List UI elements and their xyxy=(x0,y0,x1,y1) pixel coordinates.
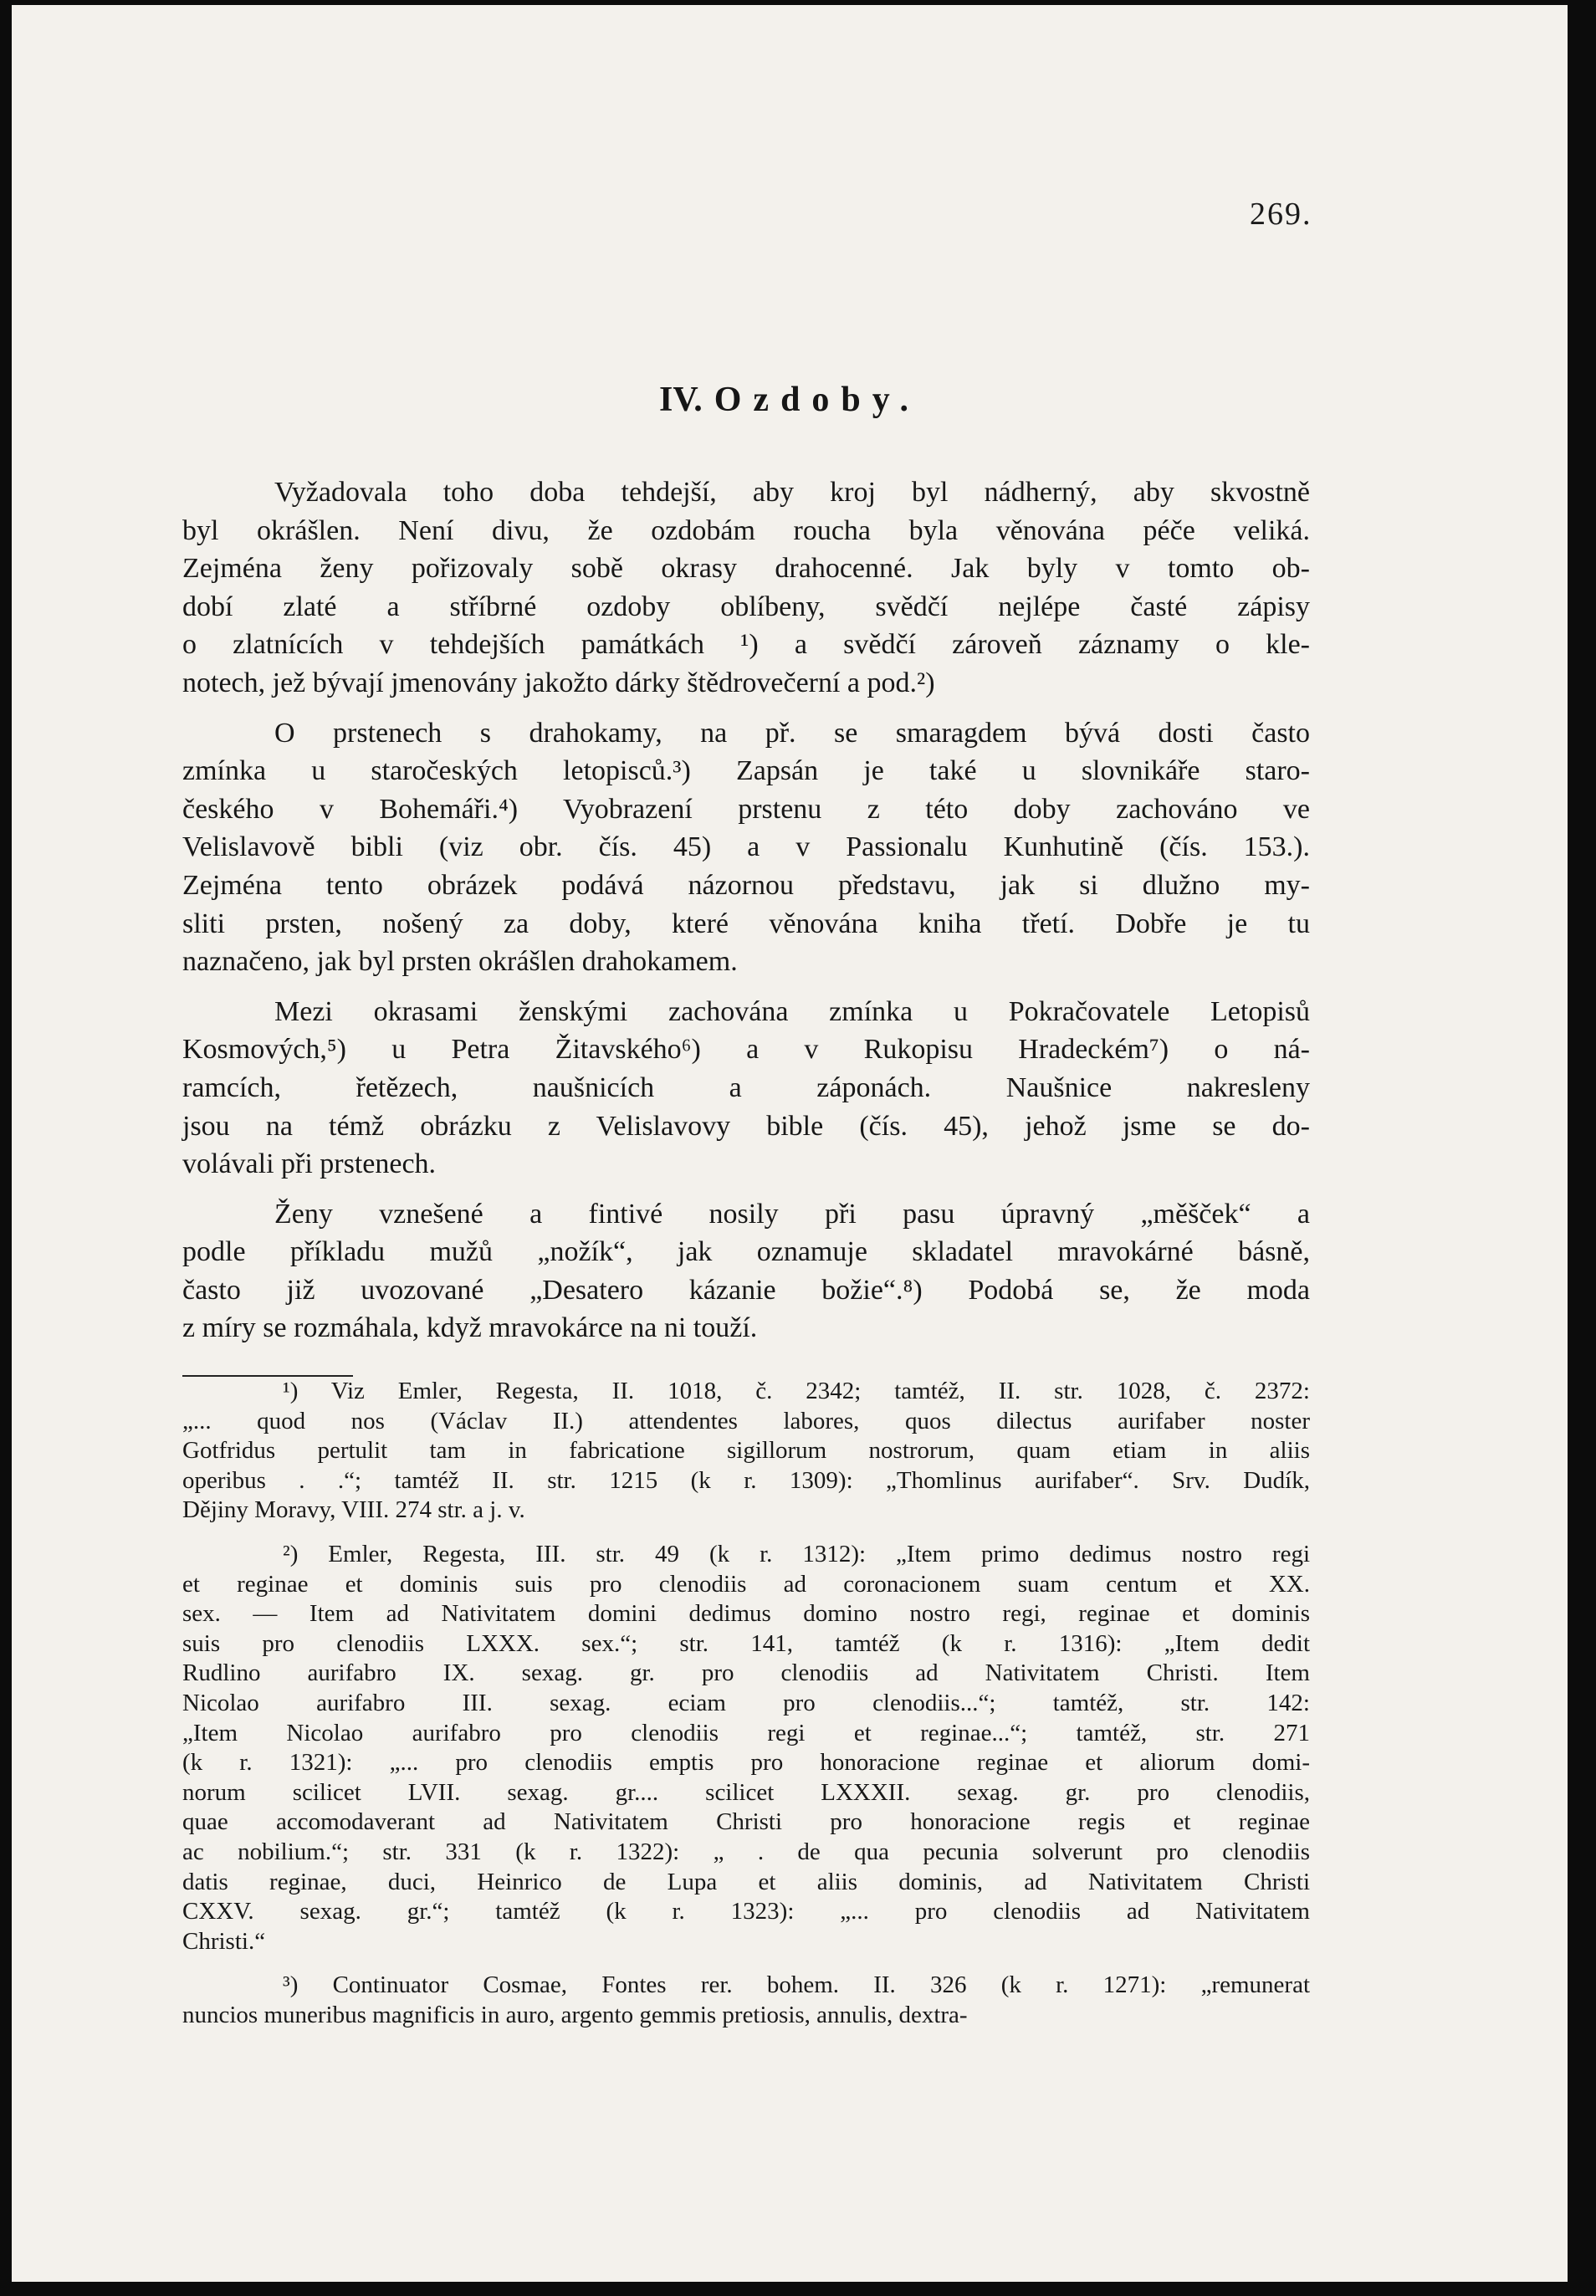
text-line: naznačeno, jak byl prsten okrášlen drahokamem. xyxy=(182,946,738,978)
spacer xyxy=(182,1526,1310,1540)
footnote-line: Gotfridus pertulit tam in fabricatione sigillorum nostrorum, quam etiam in aliis xyxy=(182,1437,1310,1465)
footnote-line: „Item Nicolao aurifabro pro clenodiis regi et reginae...“; tamtéž, str. 271 xyxy=(182,1719,1310,1746)
spacer xyxy=(182,981,1310,993)
footnote-line: Dějiny Moravy, VIII. 274 str. a j. v. xyxy=(182,1496,525,1524)
body-text xyxy=(182,473,1310,1347)
footnote-line: suis pro clenodiis LXXX. sex.“; str. 141, tamtéž (k r. 1316): „Item dedit xyxy=(182,1629,1310,1657)
chapter-title xyxy=(12,380,1568,420)
footnote-line: quae accomodaverant ad Nativitatem Christi pro honoracione regis et reginae xyxy=(182,1808,1310,1836)
text-line: Zejména ženy pořizovaly sobě okrasy drahocenné. Jak byly v tomto ob- xyxy=(182,553,1310,585)
footnote-line: ²) Emler, Regesta, III. str. 49 (k r. 1312): „Item primo dedimus nostro regi xyxy=(283,1540,1310,1567)
text-line: z míry se rozmáhala, když mravokárce na ni touží. xyxy=(182,1312,758,1344)
footnotes xyxy=(182,1377,1310,2030)
text-line: dobí zlaté a stříbrné ozdoby oblíbeny, svědčí nejlépe časté zápisy xyxy=(182,591,1310,622)
text-line: Velislavově bibli (viz obr. čís. 45) a v Passionalu Kunhutině (čís. 153.). xyxy=(182,831,1310,863)
footnote xyxy=(182,1377,1310,1526)
text-line: Vyžadovala toho doba tehdejší, aby kroj byl nádherný, aby skvostně xyxy=(274,477,1310,508)
paragraph xyxy=(182,1195,1310,1347)
footnote-line: CXXV. sexag. gr.“; tamtéž (k r. 1323): „... pro clenodiis ad Nativitatem xyxy=(182,1898,1310,1925)
footnote-line: Nicolao aurifabro III. sexag. eciam pro clenodiis...“; tamtéž, str. 142: xyxy=(182,1689,1310,1716)
footnote-line: norum scilicet LVII. sexag. gr.... scilicet LXXXII. sexag. gr. pro clenodiis, xyxy=(182,1778,1310,1806)
text-line: o zlatnících v tehdejších památkách ¹) a svědčí zároveň záznamy o kle- xyxy=(182,629,1310,661)
text-line: volávali při prstenech. xyxy=(182,1148,437,1180)
footnote-line: ¹) Viz Emler, Regesta, II. 1018, č. 2342; tamtéž, II. str. 1028, č. 2372: xyxy=(283,1378,1310,1404)
spacer xyxy=(182,1956,1310,1971)
footnote-line: et reginae et dominis suis pro clenodiis ad coronacionem suam centum et XX. xyxy=(182,1570,1310,1598)
footnote xyxy=(182,1971,1310,2030)
footnote-line: sex. — Item ad Nativitatem domini dedimus domino nostro regi, reginae et dominis xyxy=(182,1600,1310,1628)
text-line: často již uvozované „Desatero kázanie božie“.⁸) Podobá se, že moda xyxy=(182,1274,1310,1306)
paragraph xyxy=(182,473,1310,703)
text-line: ramcích, řetězech, naušnicích a záponách. Naušnice nakresleny xyxy=(182,1071,1310,1103)
footnote-line: Rudlino aurifabro IX. sexag. gr. pro clenodiis ad Nativitatem Christi. Item xyxy=(182,1659,1310,1687)
text-line: sliti prsten, nošený za doby, které věnována kniha třetí. Dobře je tu xyxy=(182,908,1310,939)
page-number: 269. xyxy=(1250,197,1312,232)
text-line: jsou na témž obrázku z Velislavovy bible (čís. 45), jehož jsme se do- xyxy=(182,1110,1310,1142)
footnote-line: ac nobilium.“; str. 331 (k r. 1322): „ . de qua pecunia solverunt pro clenodiis xyxy=(182,1838,1310,1865)
footnote-line: datis reginae, duci, Heinrico de Lupa et aliis dominis, ad Nativitatem Christi xyxy=(182,1868,1310,1895)
footnote-line: (k r. 1321): „... pro clenodiis emptis pro honoracione reginae et aliorum domi- xyxy=(182,1749,1310,1777)
paragraph xyxy=(182,993,1310,1184)
footnote-line: ³) Continuator Cosmae, Fontes rer. bohem. II. 326 (k r. 1271): „remunerat xyxy=(283,1971,1310,1999)
footnote-line: operibus . .“; tamtéž II. str. 1215 (k r. 1309): „Thomlinus aurifaber“. Srv. Dudík, xyxy=(182,1466,1310,1494)
document-page xyxy=(12,5,1568,2282)
chapter-numeral: IV. xyxy=(659,381,703,419)
text-line: notech, jež bývají jmenovány jakožto dárky štědrovečerní a pod.²) xyxy=(182,667,935,698)
chapter-heading-text: Ozdoby. xyxy=(714,381,920,419)
text-line: českého v Bohemáři.⁴) Vyobrazení prstenu z této doby zachováno ve xyxy=(182,793,1310,825)
paragraph xyxy=(182,714,1310,981)
text-line: O prstenech s drahokamy, na př. se smaragdem bývá dosti často xyxy=(274,717,1310,749)
text-line: byl okrášlen. Není divu, že ozdobám roucha byla věnována péče veliká. xyxy=(182,514,1310,546)
footnote-line: „... quod nos (Václav II.) attendentes labores, quos dilectus aurifaber noster xyxy=(182,1407,1310,1434)
footnote-line: nuncios muneribus magnificis in auro, argento gemmis pretiosis, annulis, dextra- xyxy=(182,2001,968,2028)
spacer xyxy=(182,1184,1310,1195)
text-line: podle příkladu mužů „nožík“, jak oznamuje skladatel mravokárné básně, xyxy=(182,1236,1310,1268)
text-line: zmínka u staročeských letopisců.³) Zapsán je také u slovnikáře staro- xyxy=(182,755,1310,787)
text-line: Ženy vznešené a fintivé nosily při pasu úpravný „měšček“ a xyxy=(274,1198,1310,1230)
text-line: Kosmových,⁵) u Petra Žitavského⁶) a v Rukopisu Hradeckém⁷) o ná- xyxy=(182,1034,1310,1066)
text-line: Zejména tento obrázek podává názornou představu, jak si dlužno my- xyxy=(182,869,1310,901)
spacer xyxy=(182,703,1310,714)
text-line: Mezi okrasami ženskými zachována zmínka u Pokračovatele Letopisů xyxy=(274,995,1310,1027)
footnote-line: Christi.“ xyxy=(182,1927,266,1955)
footnote xyxy=(182,1540,1310,1956)
